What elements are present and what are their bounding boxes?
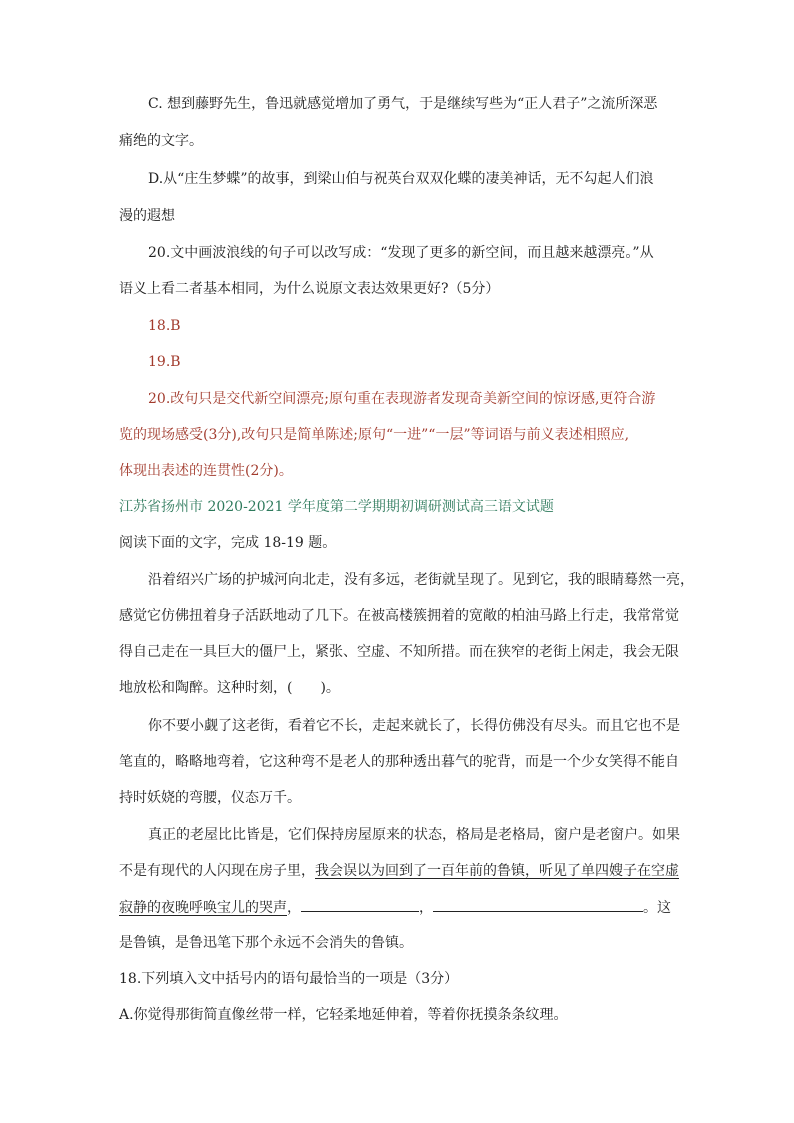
wavy-underlined-sentence-part1: 我会误以为回到了一百年前的鲁镇，听见了单四嫂子在空虚	[315, 863, 679, 879]
passage-p3-line2-plain: 不是有现代的人闪现在房子里，	[119, 863, 315, 879]
q18-option-a: A.你觉得那街简直像丝带一样，它轻柔地延伸着，等着你抚摸条条纹理。	[119, 1007, 568, 1023]
answer-20-line3: 体现出表述的连贯性(2分)。	[119, 463, 293, 479]
reading-instruction: 阅读下面的文字，完成 18-19 题。	[119, 535, 337, 551]
q20-line2: 语义上看二者基本相同，为什么说原文表达效果更好?（5分）	[119, 281, 500, 297]
fill-blank-2[interactable]	[433, 898, 643, 912]
q19-option-d-line1: D.从“庄生梦蝶”的故事，到梁山伯与祝英台双双化蝶的凄美神话，无不勾起人们浪	[148, 171, 654, 187]
passage-p2-line2: 笔直的，略略地弯着，它这种弯不是老人的那种透出暮气的驼背，而是一个少女笑得不能自	[119, 754, 679, 770]
answer-20-line1: 20.改句只是交代新空间漂亮;原句重在表现游者发现奇美新空间的惊讶感,更符合游	[148, 391, 656, 407]
comma-2: ，	[419, 900, 433, 916]
fill-blank-1[interactable]	[301, 898, 419, 912]
answer-19: 19.B	[148, 354, 181, 370]
passage-p3-line3	[119, 898, 671, 917]
passage-p3-line1: 真正的老屋比比皆是，它们保持房屋原来的状态，格局是老格局，窗户是老窗户。如果	[148, 827, 680, 843]
sentence-end: 。这	[643, 900, 671, 916]
q19-option-d-line2: 漫的遐想	[119, 208, 175, 224]
answer-20-line2: 览的现场感受(3分),改句只是简单陈述;原句“一进”“一层”等词语与前义表述相照应,	[119, 427, 630, 443]
passage-p1-line1: 沿着绍兴广场的护城河向北走，没有多远，老街就呈现了。见到它，我的眼睛蓦然一亮，	[148, 572, 694, 588]
passage-p1-line2: 感觉它仿佛扭着身子活跃地动了几下。在被高楼簇拥着的宽敞的柏油马路上行走，我常常觉	[119, 608, 679, 624]
comma-1: ，	[287, 900, 301, 916]
passage-p2-line1: 你不要小觑了这老街，看着它不长，走起来就长了，长得仿佛没有尽头。而且它也不是	[148, 718, 680, 734]
passage-p3-line2	[119, 862, 679, 880]
wavy-underlined-sentence-part2: 寂静的夜晚呼唤宝儿的哭声	[119, 900, 287, 916]
q20-line1: 20.文中画波浪线的句子可以改写成：“发现了更多的新空间，而且越来越漂亮。”从	[148, 245, 654, 261]
passage-p1-line3: 得自己走在一具巨大的僵尸上，紧张、空虚、不知所措。而在狭窄的老街上闲走，我会无限	[119, 644, 679, 660]
section-title: 江苏省扬州市 2020-2021 学年度第二学期期初调研测试高三语文试题	[119, 499, 554, 515]
passage-p2-line3: 持时妖娆的弯腰，仪态万千。	[119, 790, 301, 806]
passage-p1-line4: 地放松和陶醉。这种时刻，( )。	[119, 680, 340, 696]
q19-option-c-line1: C. 想到藤野先生，鲁迅就感觉增加了勇气，于是继续写些为“正人君子”之流所深恶	[148, 96, 658, 112]
passage-p3-line4: 是鲁镇，是鲁迅笔下那个永远不会消失的鲁镇。	[119, 935, 413, 951]
q19-option-c-line2: 痛绝的文字。	[119, 133, 203, 149]
answer-18: 18.B	[148, 318, 181, 334]
q18-stem: 18.下列填入文中括号内的语句最恰当的一项是（3分）	[119, 971, 459, 987]
